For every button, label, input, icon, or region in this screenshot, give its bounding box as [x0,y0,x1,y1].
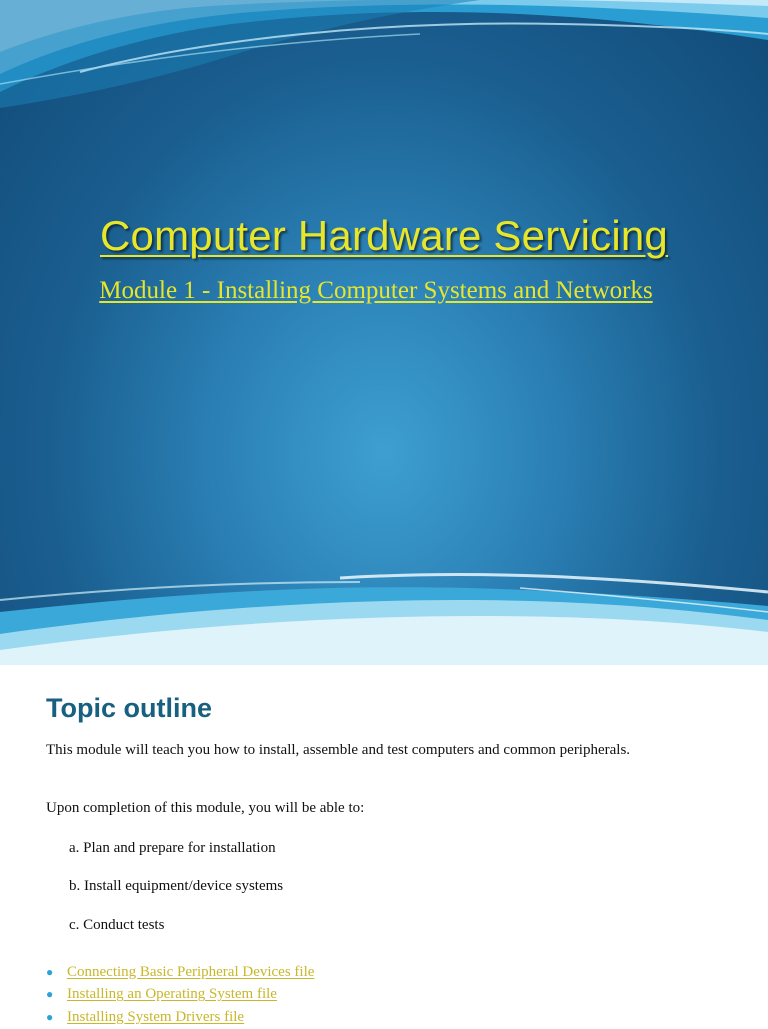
topic-outline-heading: Topic outline [46,693,212,723]
objective-item: a. Plan and prepare for installation [69,840,276,856]
presentation-title: Computer Hardware Servicing [100,212,668,259]
bullet-icon: ● [46,1009,54,1024]
topic-outline-slide [0,665,768,1024]
module-intro-text: This module will teach you how to install, assemble and test computers and common peripherals. [46,742,631,758]
file-link-item [46,984,314,1007]
objective-item: b. Install equipment/device systems [69,878,284,894]
file-link[interactable]: Connecting Basic Peripheral Devices file [67,963,315,980]
bullet-icon: ● [46,987,54,1002]
file-link-item [46,961,314,984]
presentation-subtitle[interactable]: Module 1 - Installing Computer Systems and Networks [99,277,653,304]
file-link-item [46,1006,314,1029]
file-links-list [46,961,314,1029]
file-link[interactable]: Installing System Drivers file [67,1008,245,1025]
completion-text: Upon completion of this module, you will be able to: [46,800,365,816]
objective-item: c. Conduct tests [69,917,165,933]
bullet-icon: ● [46,964,54,979]
file-link[interactable]: Installing an Operating System file [67,986,277,1003]
